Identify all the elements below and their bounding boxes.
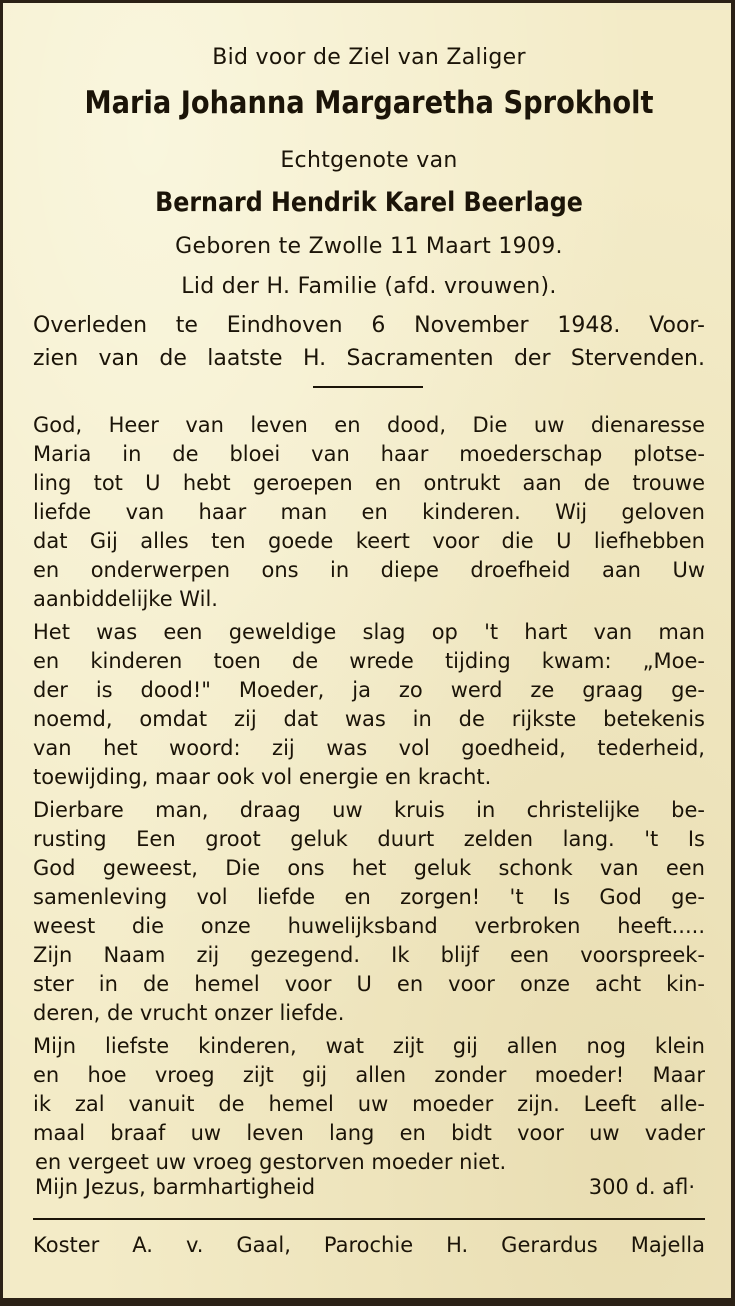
text-line: God, Heer van leven en dood, Die uw dienaresse [33,413,705,437]
text-line: en onderwerpen ons in diepe droefheid aan Uw [33,558,705,582]
death-line-1: Overleden te Eindhoven 6 November 1948. Voor- [33,313,705,338]
text-line: maal braaf uw leven lang en bidt voor uw vader [33,1121,705,1145]
spouse-name: Bernard Hendrik Karel Beerlage [155,187,583,218]
text-line: en hoe vroeg zijt gij allen zonder moeder! Maar [33,1063,705,1087]
text-line: ik zal vanuit de hemel uw moeder zijn. Leeft alle- [33,1092,705,1116]
divider-long [33,1218,705,1220]
death-line-2: zien van de laatste H. Sacramenten der Stervenden. [33,346,705,371]
divider-short [313,386,423,388]
deceased-name: Maria Johanna Margaretha Sprokholt [84,85,654,121]
birth-line: Geboren te Zwolle 11 Maart 1909. [175,234,563,259]
ejaculatory-prayer: Mijn Jezus, barmhartigheid [35,1175,316,1199]
indulgence-note: 300 d. afl· [588,1175,695,1199]
membership-line: Lid der H. Familie (afd. vrouwen). [181,274,557,299]
text-line: weest die onze huwelijksband verbroken heeft..... [33,914,705,938]
text-line-last: en vergeet uw vroeg gestorven moeder niet. [35,1150,507,1174]
text-line: liefde van haar man en kinderen. Wij geloven [33,500,705,524]
text-line: noemd, omdat zij dat was in de rijkste betekenis [33,707,705,731]
text-line-last: toewijding, maar ook vol energie en kracht. [33,765,492,789]
text-line: van het woord: zij was vol goedheid, tederheid, [33,736,705,760]
text-line: Het was een geweldige slag op 't hart van man [33,620,705,644]
spouse-intro: Echtgenote van [280,148,458,173]
text-line: Mijn liefste kinderen, wat zijt gij allen nog klein [33,1034,705,1058]
text-line: Dierbare man, draag uw kruis in christelijke be- [33,798,705,822]
text-line: dat Gij alles ten goede keert voor die U liefhebben [33,529,705,553]
text-line-last: aanbiddelijke Wil. [33,587,218,611]
text-line-last: deren, de vrucht onzer liefde. [33,1001,345,1025]
text-line: Maria in de bloei van haar moederschap plotse- [33,442,705,466]
text-line: en kinderen toen de wrede tijding kwam: „Moe- [33,649,705,673]
text-line: der is dood!" Moeder, ja zo werd ze graag ge- [33,678,705,702]
publisher-footer: Koster A. v. Gaal, Parochie H. Gerardus Majella [33,1233,705,1257]
text-line: samenleving vol liefde en zorgen! 't Is God ge- [33,885,705,909]
intro-line: Bid voor de Ziel van Zaliger [212,45,526,70]
text-line: God geweest, Die ons het geluk schonk van een [33,856,705,880]
text-line: ster in de hemel voor U en voor onze acht kin- [33,972,705,996]
text-line: Zijn Naam zij gezegend. Ik blijf een voorspreek- [33,943,705,967]
text-line: rusting Een groot geluk duurt zelden lang. 't Is [33,827,705,851]
text-line: ling tot U hebt geroepen en ontrukt aan de trouwe [33,471,705,495]
